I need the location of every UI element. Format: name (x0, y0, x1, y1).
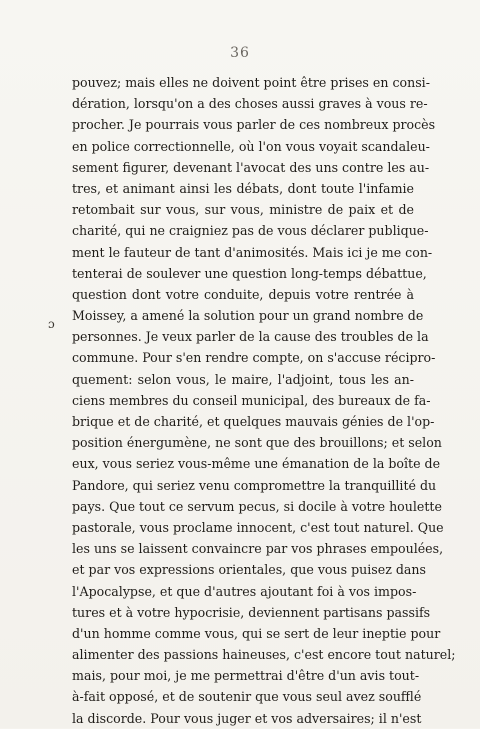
text-line: en police correctionnelle, où l'on vous voyait scandaleu- (72, 138, 430, 154)
text-line: commune. Pour s'en rendre compte, on s'accuse récipro- (72, 350, 436, 366)
text-line: eux, vous seriez vous-même une émanation de la boîte de (72, 456, 441, 472)
text-line: brique et de charité, et quelques mauvais génies de l'op- (72, 414, 435, 429)
text-line: tenterai de soulever une question long-temps débattue, (72, 265, 427, 281)
text-line: la discorde. Pour vous juger et vos adversaires; il n'est (72, 710, 422, 726)
text-line: pouvez; mais elles ne doivent point être prises en consi- (72, 75, 430, 90)
text-line: pays. Que tout ce servum pecus, si docile à votre houlette (72, 498, 442, 514)
text-line: mais, pour moi, je me permettrai d'être d'un avis tout- (72, 668, 420, 684)
text-line: Pandore, qui seriez venu compromettre la tranquillité du (72, 477, 437, 493)
margin-mark: ɔ (48, 317, 55, 331)
text-line: l'Apocalypse, et que d'autres ajoutant foi à vos impos- (72, 583, 417, 599)
text-line: Moissey, a amené la solution pour un grand nombre de (72, 308, 424, 324)
page-number: 36 (230, 45, 250, 61)
text-line: les uns se laissent convaincre par vos phrases empoulées, (72, 541, 444, 557)
text-line: charité, qui ne craigniez pas de vous déclarer publique- (72, 223, 429, 239)
text-line: à-fait opposé, et de soutenir que vous seul avez soufflé (72, 689, 422, 705)
text-line: tures et à votre hypocrisie, deviennent partisans passifs (72, 604, 431, 620)
text-line: tres, et animant ainsi les débats, dont toute l'infamie (72, 180, 414, 196)
text-line: dération, lorsqu'on a des choses aussi graves à vous re- (72, 96, 428, 112)
text-line: pastorale, vous proclame innocent, c'est tout naturel. Que (72, 519, 444, 535)
text-line: d'un homme comme vous, qui se sert de leur ineptie pour (72, 625, 441, 641)
body-text (72, 72, 456, 729)
text-line: et par vos expressions orientales, que vous puisez dans (72, 562, 426, 578)
text-line: quement: selon vous, le maire, l'adjoint, tous les an- (72, 371, 414, 387)
text-line: ciens membres du conseil municipal, des bureaux de fa- (72, 392, 431, 408)
text-line: alimenter des passions haineuses, c'est encore tout naturel; (72, 647, 456, 663)
text-line: position énergumène, ne sont que des brouillons; et selon (72, 435, 442, 451)
text-line: ment le fauteur de tant d'animosités. Mais ici je me con- (72, 244, 433, 260)
text-line: question dont votre conduite, depuis votre rentrée à (72, 286, 414, 302)
text-line: procher. Je pourrais vous parler de ces nombreux procès (72, 117, 436, 133)
text-line: personnes. Je veux parler de la cause des troubles de la (72, 329, 429, 345)
text-line: sement figurer, devenant l'avocat des uns contre les au- (72, 159, 430, 175)
text-line: retombait sur vous, sur vous, ministre de paix et de (72, 202, 414, 218)
